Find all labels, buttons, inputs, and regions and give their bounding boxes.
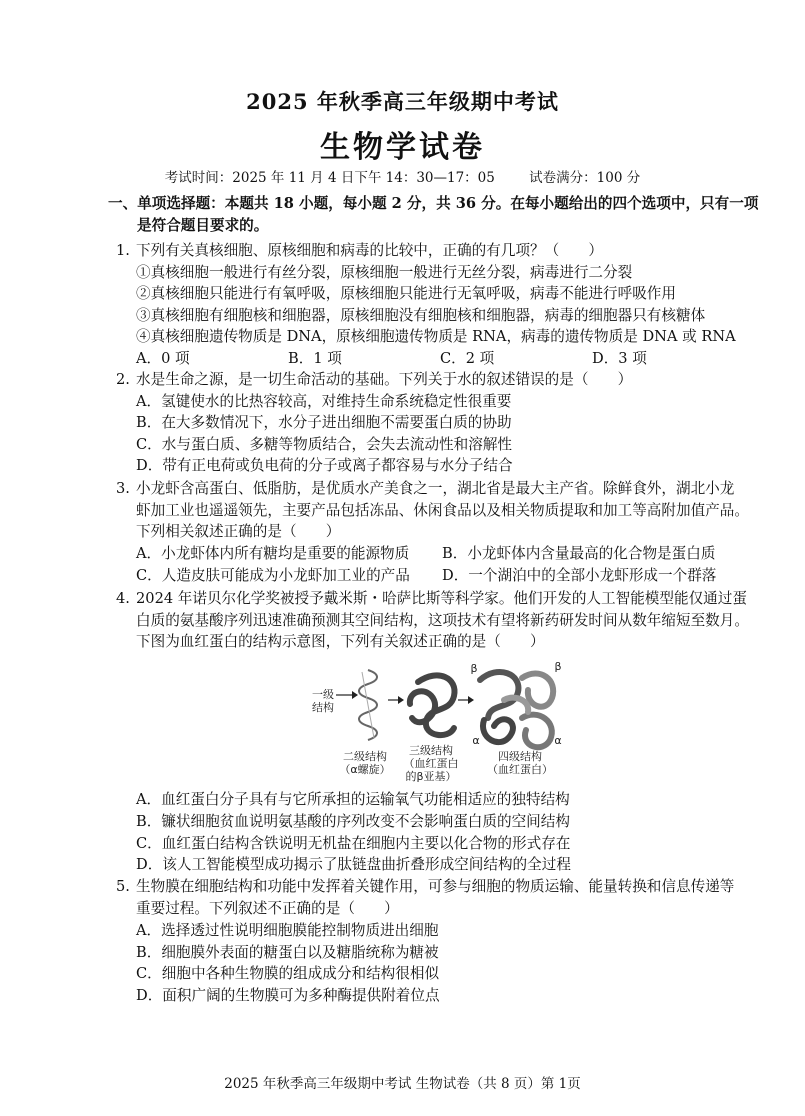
question-stem-line: 白质的氨基酸序列迅速准确预测其空间结构，这项技术有望将新药研发时间从数年缩短至数月。	[136, 612, 749, 629]
alpha-label-right: α	[554, 734, 562, 747]
section-heading-line2: 是符合题目要求的。	[137, 217, 269, 234]
question-number: 4.	[116, 590, 130, 607]
question-stem-line: 生物膜在细胞结构和功能中发挥着关键作用，可参与细胞的物质运输、能量转换和信息传递等	[136, 878, 735, 895]
option-d[interactable]: D．一个湖泊中的全部小龙虾形成一个群落	[442, 567, 717, 584]
option-c[interactable]: C．2 项	[440, 350, 495, 367]
arrow-1-head	[352, 691, 358, 699]
option-b[interactable]: B．镰状细胞贫血说明氨基酸的序列改变不会影响蛋白质的空间结构	[136, 813, 570, 830]
exam-meta	[0, 166, 805, 186]
question-stem: 下列有关真核细胞、原核细胞和病毒的比较中，正确的有几项？（ ）	[136, 242, 604, 259]
exam-title: 2025 年秋季高三年级期中考试	[246, 89, 559, 114]
option-b[interactable]: B．在大多数情况下，水分子进出细胞不需要蛋白质的协助	[136, 414, 512, 431]
statement-item: ②真核细胞只能进行有氧呼吸，原核细胞只能进行无氧呼吸，病毒不能进行呼吸作用	[136, 285, 676, 302]
beta-subunit-shape	[410, 675, 455, 735]
full-score: 试卷满分：100 分	[529, 170, 641, 186]
option-a[interactable]: A．氢键使水的比热容较高，对维持生命系统稳定性很重要	[136, 393, 512, 410]
option-row	[136, 544, 715, 564]
statement-item: ④真核细胞遗传物质是 DNA，原核细胞遗传物质是 RNA，病毒的遗传物质是 DNA 或 RNA	[136, 328, 736, 345]
option-b[interactable]: B．细胞膜外表面的糖蛋白以及糖脂统称为糖被	[136, 944, 439, 961]
question-stem-line: 虾加工业也遥遥领先，主要产品包括冻品、休闲食品以及相关物质提取和加工等高附加值产品。	[136, 502, 749, 519]
question-number: 1.	[116, 242, 130, 259]
secondary-label: 二级结构 （α螺旋）	[339, 750, 391, 776]
option-row	[136, 566, 716, 586]
question-stem-line: 重要过程。下列叙述不正确的是（ ）	[136, 900, 399, 917]
statement-item: ①真核细胞一般进行有丝分裂，原核细胞一般进行无丝分裂，病毒进行二分裂	[136, 264, 633, 281]
hemoglobin-structure-figure	[308, 660, 608, 790]
option-d[interactable]: D．面积广阔的生物膜可为多种酶提供附着位点	[136, 987, 440, 1004]
option-a[interactable]: A．血红蛋白分子具有与它所承担的运输氧气功能相适应的独特结构	[136, 791, 570, 808]
subject-title: 生物学试卷	[320, 130, 485, 165]
option-b[interactable]: B．1 项	[288, 350, 342, 367]
option-c[interactable]: C．水与蛋白质、多糖等物质结合，会失去流动性和溶解性	[136, 436, 513, 453]
quaternary-label: 四级结构 （血红蛋白）	[487, 750, 553, 776]
question-number: 3.	[116, 480, 130, 497]
question-stem: 水是生命之源，是一切生命活动的基础。下列关于水的叙述错误的是（ ）	[136, 371, 633, 388]
tertiary-label: 三级结构 （血红蛋白 的β亚基）	[403, 744, 459, 783]
statement-item: ③真核细胞有细胞核和细胞器，原核细胞没有细胞核和细胞器，病毒的细胞器只有核糖体	[136, 307, 706, 324]
beta-label-right: β	[554, 660, 562, 673]
option-c[interactable]: C．人造皮肤可能成为小龙虾加工业的产品	[136, 567, 410, 584]
question-number: 2.	[116, 371, 130, 388]
option-c[interactable]: C．细胞中各种生物膜的组成成分和结构很相似	[136, 965, 440, 982]
question-stem-line: 下列相关叙述正确的是（ ）	[136, 523, 341, 540]
question-stem-line: 下图为血红蛋白的结构示意图，下列有关叙述正确的是（ ）	[136, 633, 545, 650]
hemoglobin-tetramer-shape	[480, 672, 553, 747]
option-d[interactable]: D．该人工智能模型成功揭示了肽链盘曲折叠形成空间结构的全过程	[136, 856, 571, 873]
page-footer: 2025 年秋季高三年级期中考试 生物试卷（共 8 页）第 1页	[224, 1076, 581, 1092]
option-a[interactable]: A．选择透过性说明细胞膜能控制物质进出细胞	[136, 922, 439, 939]
option-b[interactable]: B．小龙虾体内含量最高的化合物是蛋白质	[442, 545, 716, 562]
alpha-helix-shape	[359, 670, 377, 740]
option-d[interactable]: D．带有正电荷或负电荷的分子或离子都容易与水分子结合	[136, 457, 513, 474]
section-heading-line1: 一、单项选择题：本题共 18 小题，每小题 2 分，共 36 分。在每小题给出的四个选项中，只有一项	[108, 195, 759, 212]
option-d[interactable]: D．3 项	[592, 350, 647, 367]
primary-label: 一级 结构	[312, 688, 334, 714]
beta-label-left: β	[470, 662, 478, 675]
alpha-label-left: α	[472, 734, 480, 747]
question-stem-line: 2024 年诺贝尔化学奖被授予戴米斯・哈萨比斯等科学家。他们开发的人工智能模型能仅通过蛋	[136, 590, 747, 607]
option-row	[136, 349, 647, 369]
option-c[interactable]: C．血红蛋白结构含铁说明无机盐在细胞内主要以化合物的形式存在	[136, 835, 571, 852]
option-a[interactable]: A．0 项	[136, 350, 190, 367]
exam-time: 考试时间：2025 年 11 月 4 日下午 14：30—17：05	[164, 170, 495, 186]
section-heading	[108, 193, 776, 237]
question-stem-line: 小龙虾含高蛋白、低脂肪，是优质水产美食之一，湖北省是最大主产省。除鲜食外，湖北小龙	[136, 480, 735, 497]
question-number: 5.	[116, 878, 130, 895]
option-a[interactable]: A．小龙虾体内所有糖均是重要的能源物质	[136, 545, 410, 562]
